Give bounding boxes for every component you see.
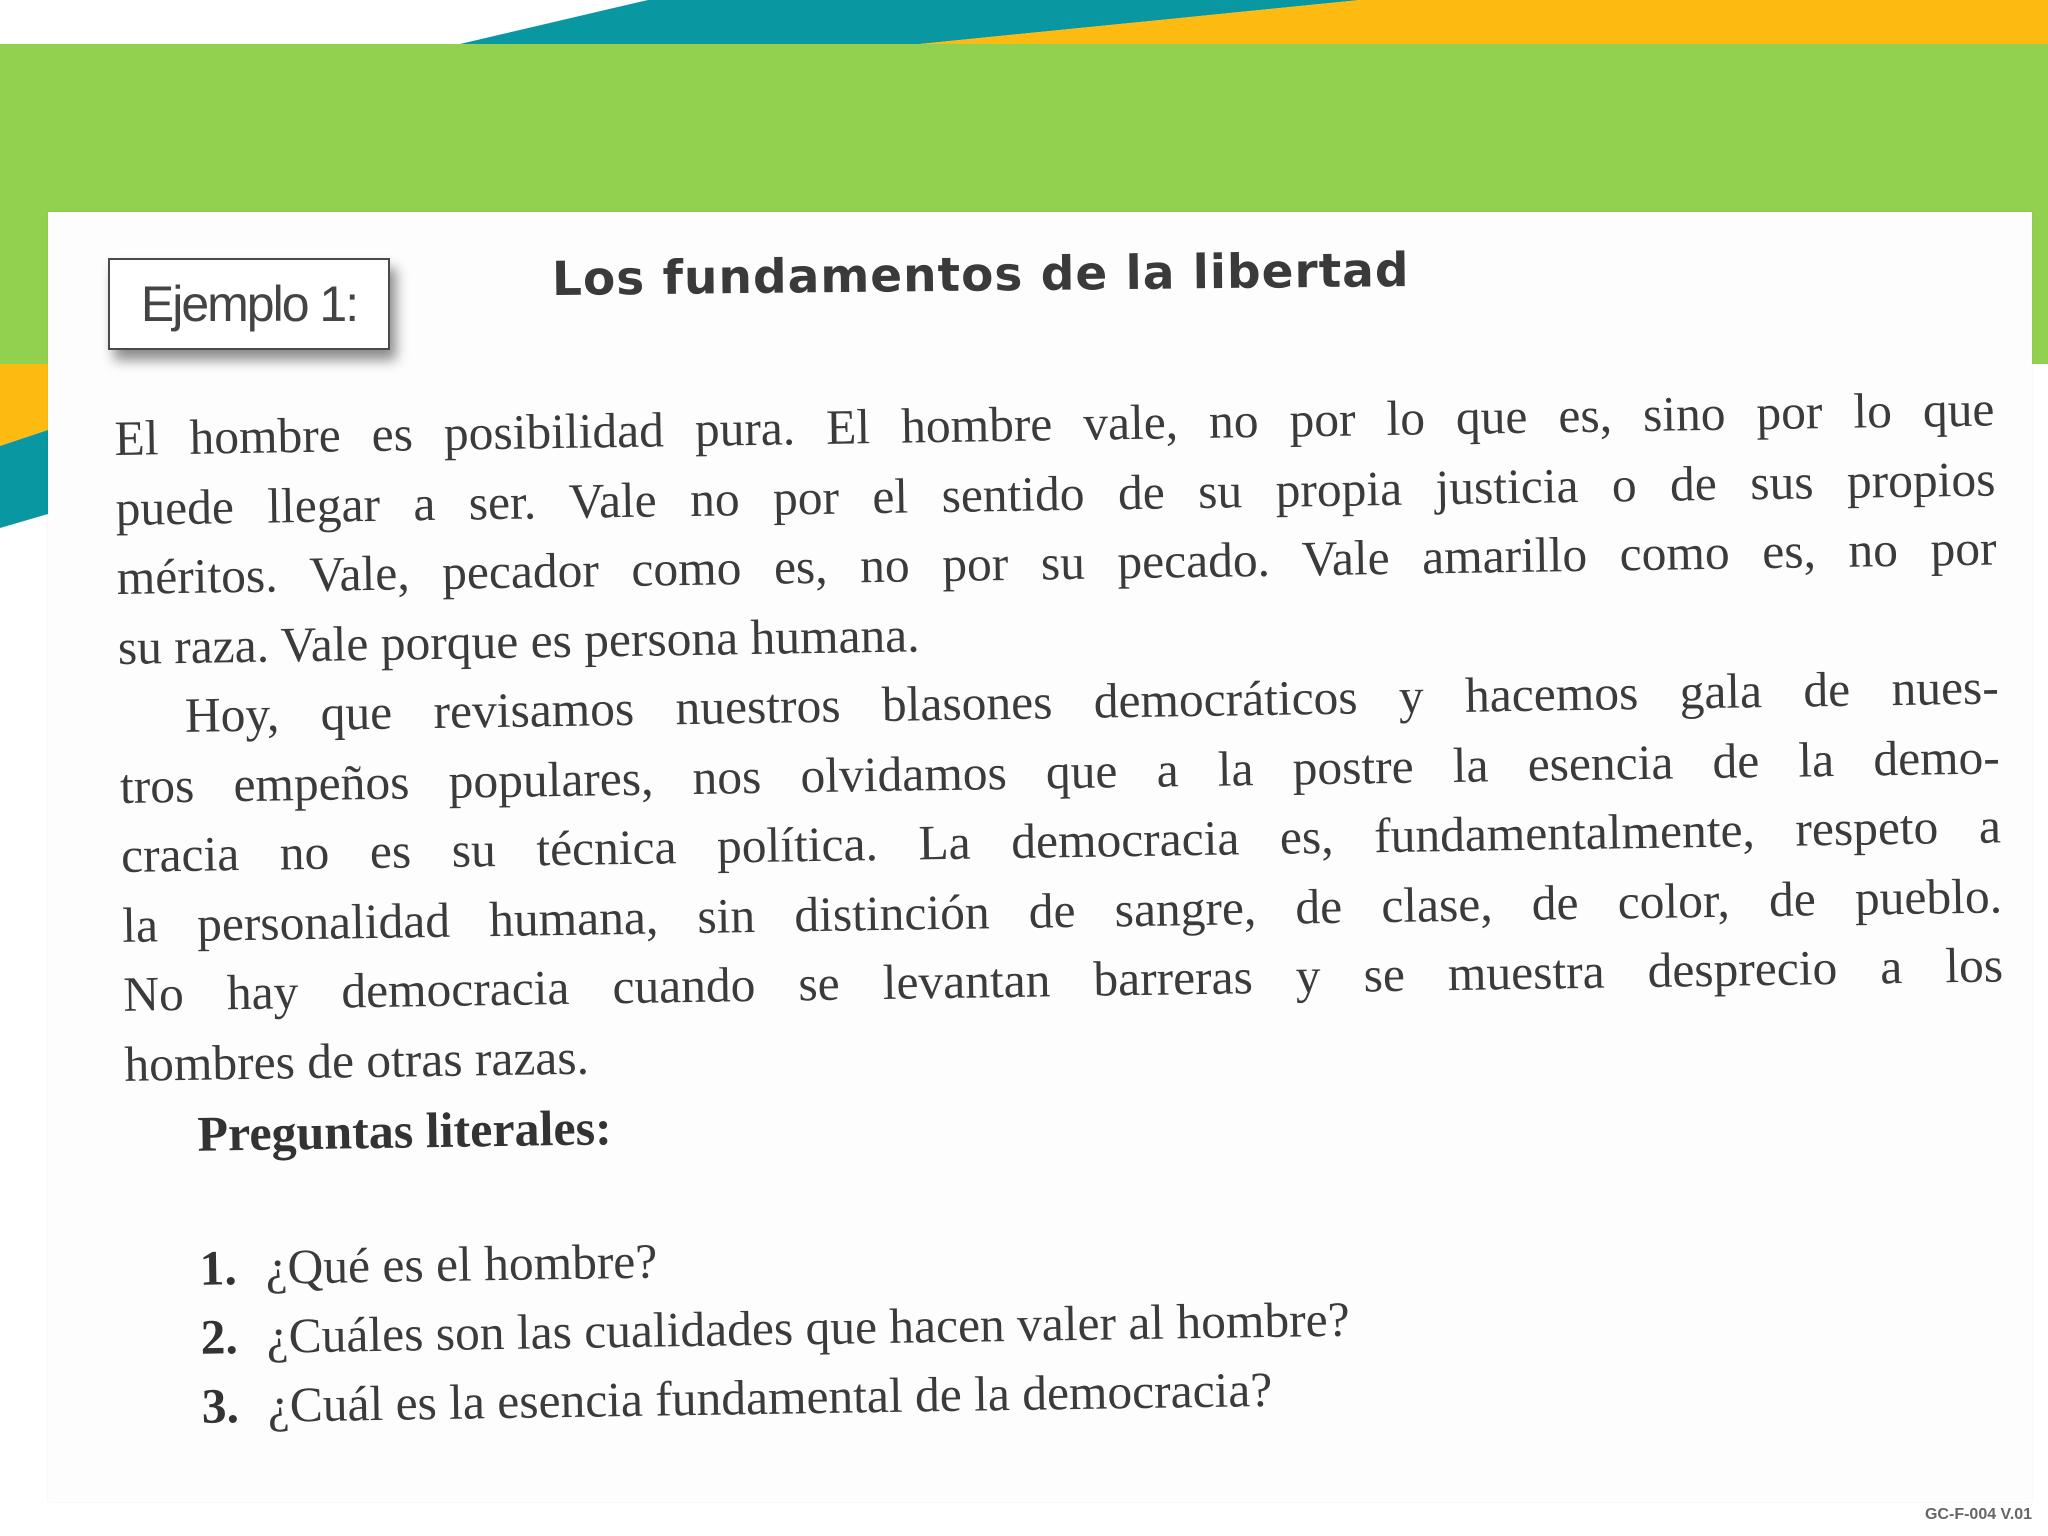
- document-title: Los fundamentos de la libertad: [551, 243, 1410, 307]
- text-line: su raza. Vale porque es persona humana.: [117, 606, 920, 675]
- question-number: 3.: [201, 1377, 240, 1434]
- text-line: tros empeños populares, nos olvidamos que a la postre la esencia de la demo-: [119, 728, 2001, 814]
- paragraph-2: [118, 652, 2004, 1098]
- text-line: cracia no es su técnica política. La democracia es, fundamentalmente, respeto a: [120, 798, 2002, 883]
- text-line: la personalidad humana, sin distinción de sangre, de clase, de color, de pueblo.: [121, 867, 2003, 953]
- example-label-box: [108, 258, 390, 350]
- document-body: [114, 374, 2010, 1441]
- text-line: Hoy, que revisamos nuestros blasones democráticos y hacemos gala de nues-: [184, 659, 2000, 743]
- questions-heading: Preguntas literales:: [197, 1099, 613, 1162]
- text-line: El hombre es posibilidad pura. El hombre vale, no por lo que es, sino por lo que: [114, 381, 1995, 466]
- paragraph-1: [114, 374, 1998, 681]
- question-text: ¿Cuál es la esencia fundamental de la democracia?: [267, 1361, 1273, 1433]
- text-line: No hay democracia cuando se levantan barreras y se muestra desprecio a los: [122, 937, 2004, 1022]
- question-text: ¿Qué es el hombre?: [265, 1233, 658, 1295]
- text-line: hombres de otras razas.: [123, 1029, 590, 1092]
- question-text: ¿Cuáles son las cualidades que hacen valer al hombre?: [266, 1291, 1351, 1364]
- text-line: méritos. Vale, pecador como es, no por su pecado. Vale amarillo como es, no por: [116, 520, 1997, 605]
- document-code: GC-F-004 V.01: [1924, 1506, 2032, 1523]
- left-teal-band: [0, 430, 48, 528]
- question-list: [127, 1205, 2010, 1442]
- example-label: Ejemplo 1:: [140, 276, 358, 332]
- question-number: 2.: [200, 1308, 239, 1365]
- text-line: puede llegar a ser. Vale no por el sentido de su propia justicia o de sus propios: [115, 450, 1996, 536]
- question-number: 1.: [199, 1239, 238, 1296]
